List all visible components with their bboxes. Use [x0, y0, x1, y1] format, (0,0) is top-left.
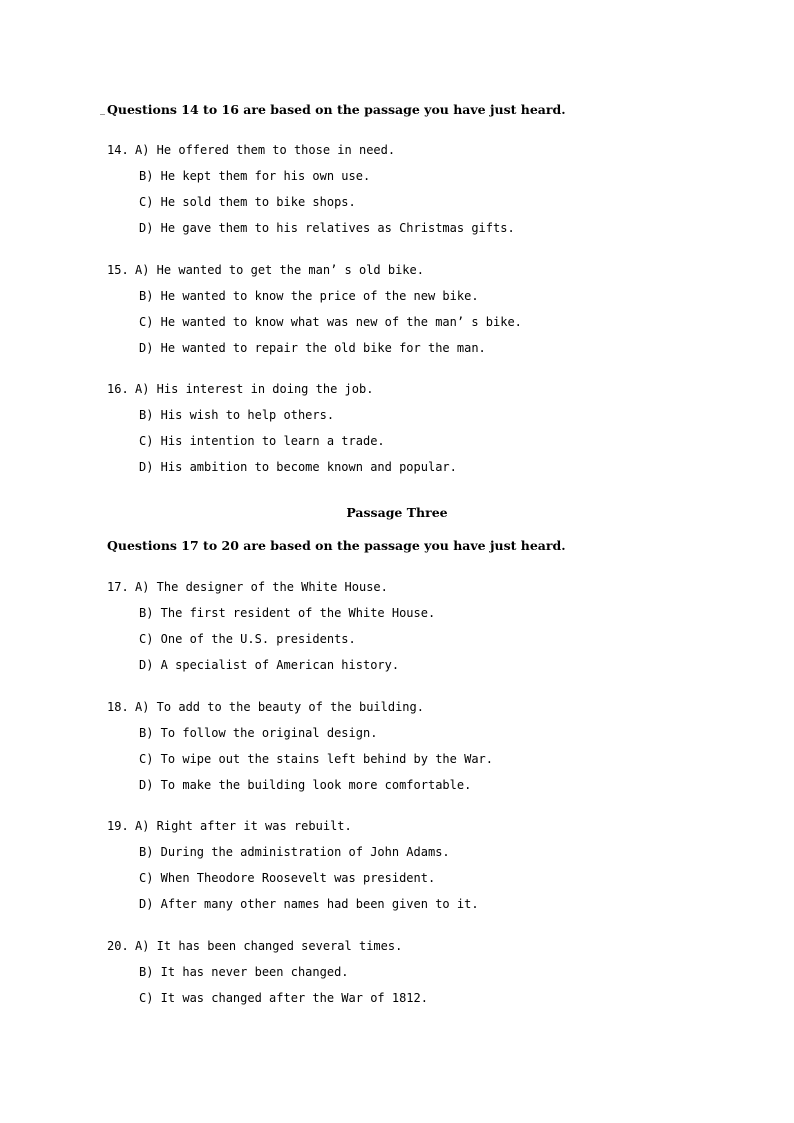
section-heading-17-20: Questions 17 to 20 are based on the passage you have just heard.	[107, 538, 566, 553]
question-number: 15.	[107, 263, 129, 277]
question-16-option-a	[107, 382, 707, 408]
question-18	[107, 700, 707, 804]
question-14-option-c: C) He sold them to bike shops.	[139, 195, 356, 209]
question-15-option-a	[107, 263, 707, 289]
passage-title: Passage Three	[346, 505, 448, 520]
question-15-option-c: C) He wanted to know what was new of the man’ s bike.	[139, 315, 522, 329]
question-14	[107, 143, 707, 247]
question-20-option-b: B) It has never been changed.	[139, 965, 349, 979]
margin-mark	[100, 114, 105, 115]
option-text: A) The designer of the White House.	[135, 580, 388, 594]
question-16-option-d: D) His ambition to become known and popular.	[139, 460, 457, 474]
option-text: A) To add to the beauty of the building.	[135, 700, 424, 714]
question-number: 17.	[107, 580, 129, 594]
question-14-option-b: B) He kept them for his own use.	[139, 169, 371, 183]
question-19-option-d: D) After many other names had been given to it.	[139, 897, 479, 911]
question-16-option-c: C) His intention to learn a trade.	[139, 434, 385, 448]
question-16	[107, 382, 707, 486]
option-text: A) His interest in doing the job.	[135, 382, 374, 396]
question-16-option-b: B) His wish to help others.	[139, 408, 335, 422]
question-14-option-a	[107, 143, 707, 169]
question-17-option-c: C) One of the U.S. presidents.	[139, 632, 356, 646]
question-18-option-c: C) To wipe out the stains left behind by the War.	[139, 752, 494, 766]
question-19-option-c: C) When Theodore Roosevelt was president.	[139, 871, 436, 885]
option-text: A) It has been changed several times.	[135, 939, 403, 953]
question-19-option-b: B) During the administration of John Adams.	[139, 845, 450, 859]
question-18-option-b: B) To follow the original design.	[139, 726, 378, 740]
question-18-option-d: D) To make the building look more comfortable.	[139, 778, 472, 792]
question-17-option-b: B) The first resident of the White House.	[139, 606, 436, 620]
question-15	[107, 263, 707, 367]
option-text: A) He wanted to get the man’ s old bike.	[135, 263, 424, 277]
question-20-option-a	[107, 939, 707, 965]
question-19	[107, 819, 707, 923]
question-number: 16.	[107, 382, 129, 396]
question-number: 14.	[107, 143, 129, 157]
section-heading-14-16: Questions 14 to 16 are based on the passage you have just heard.	[107, 102, 566, 117]
question-20	[107, 939, 707, 1017]
question-number: 20.	[107, 939, 129, 953]
question-18-option-a	[107, 700, 707, 726]
question-20-option-c: C) It was changed after the War of 1812.	[139, 991, 428, 1005]
question-number: 19.	[107, 819, 129, 833]
question-number: 18.	[107, 700, 129, 714]
question-19-option-a	[107, 819, 707, 845]
question-15-option-b: B) He wanted to know the price of the new bike.	[139, 289, 479, 303]
option-text: A) He offered them to those in need.	[135, 143, 396, 157]
question-14-option-d: D) He gave them to his relatives as Christmas gifts.	[139, 221, 515, 235]
question-15-option-d: D) He wanted to repair the old bike for the man.	[139, 341, 486, 355]
question-17	[107, 580, 707, 684]
question-17-option-d: D) A specialist of American history.	[139, 658, 400, 672]
option-text: A) Right after it was rebuilt.	[135, 819, 352, 833]
question-17-option-a	[107, 580, 707, 606]
